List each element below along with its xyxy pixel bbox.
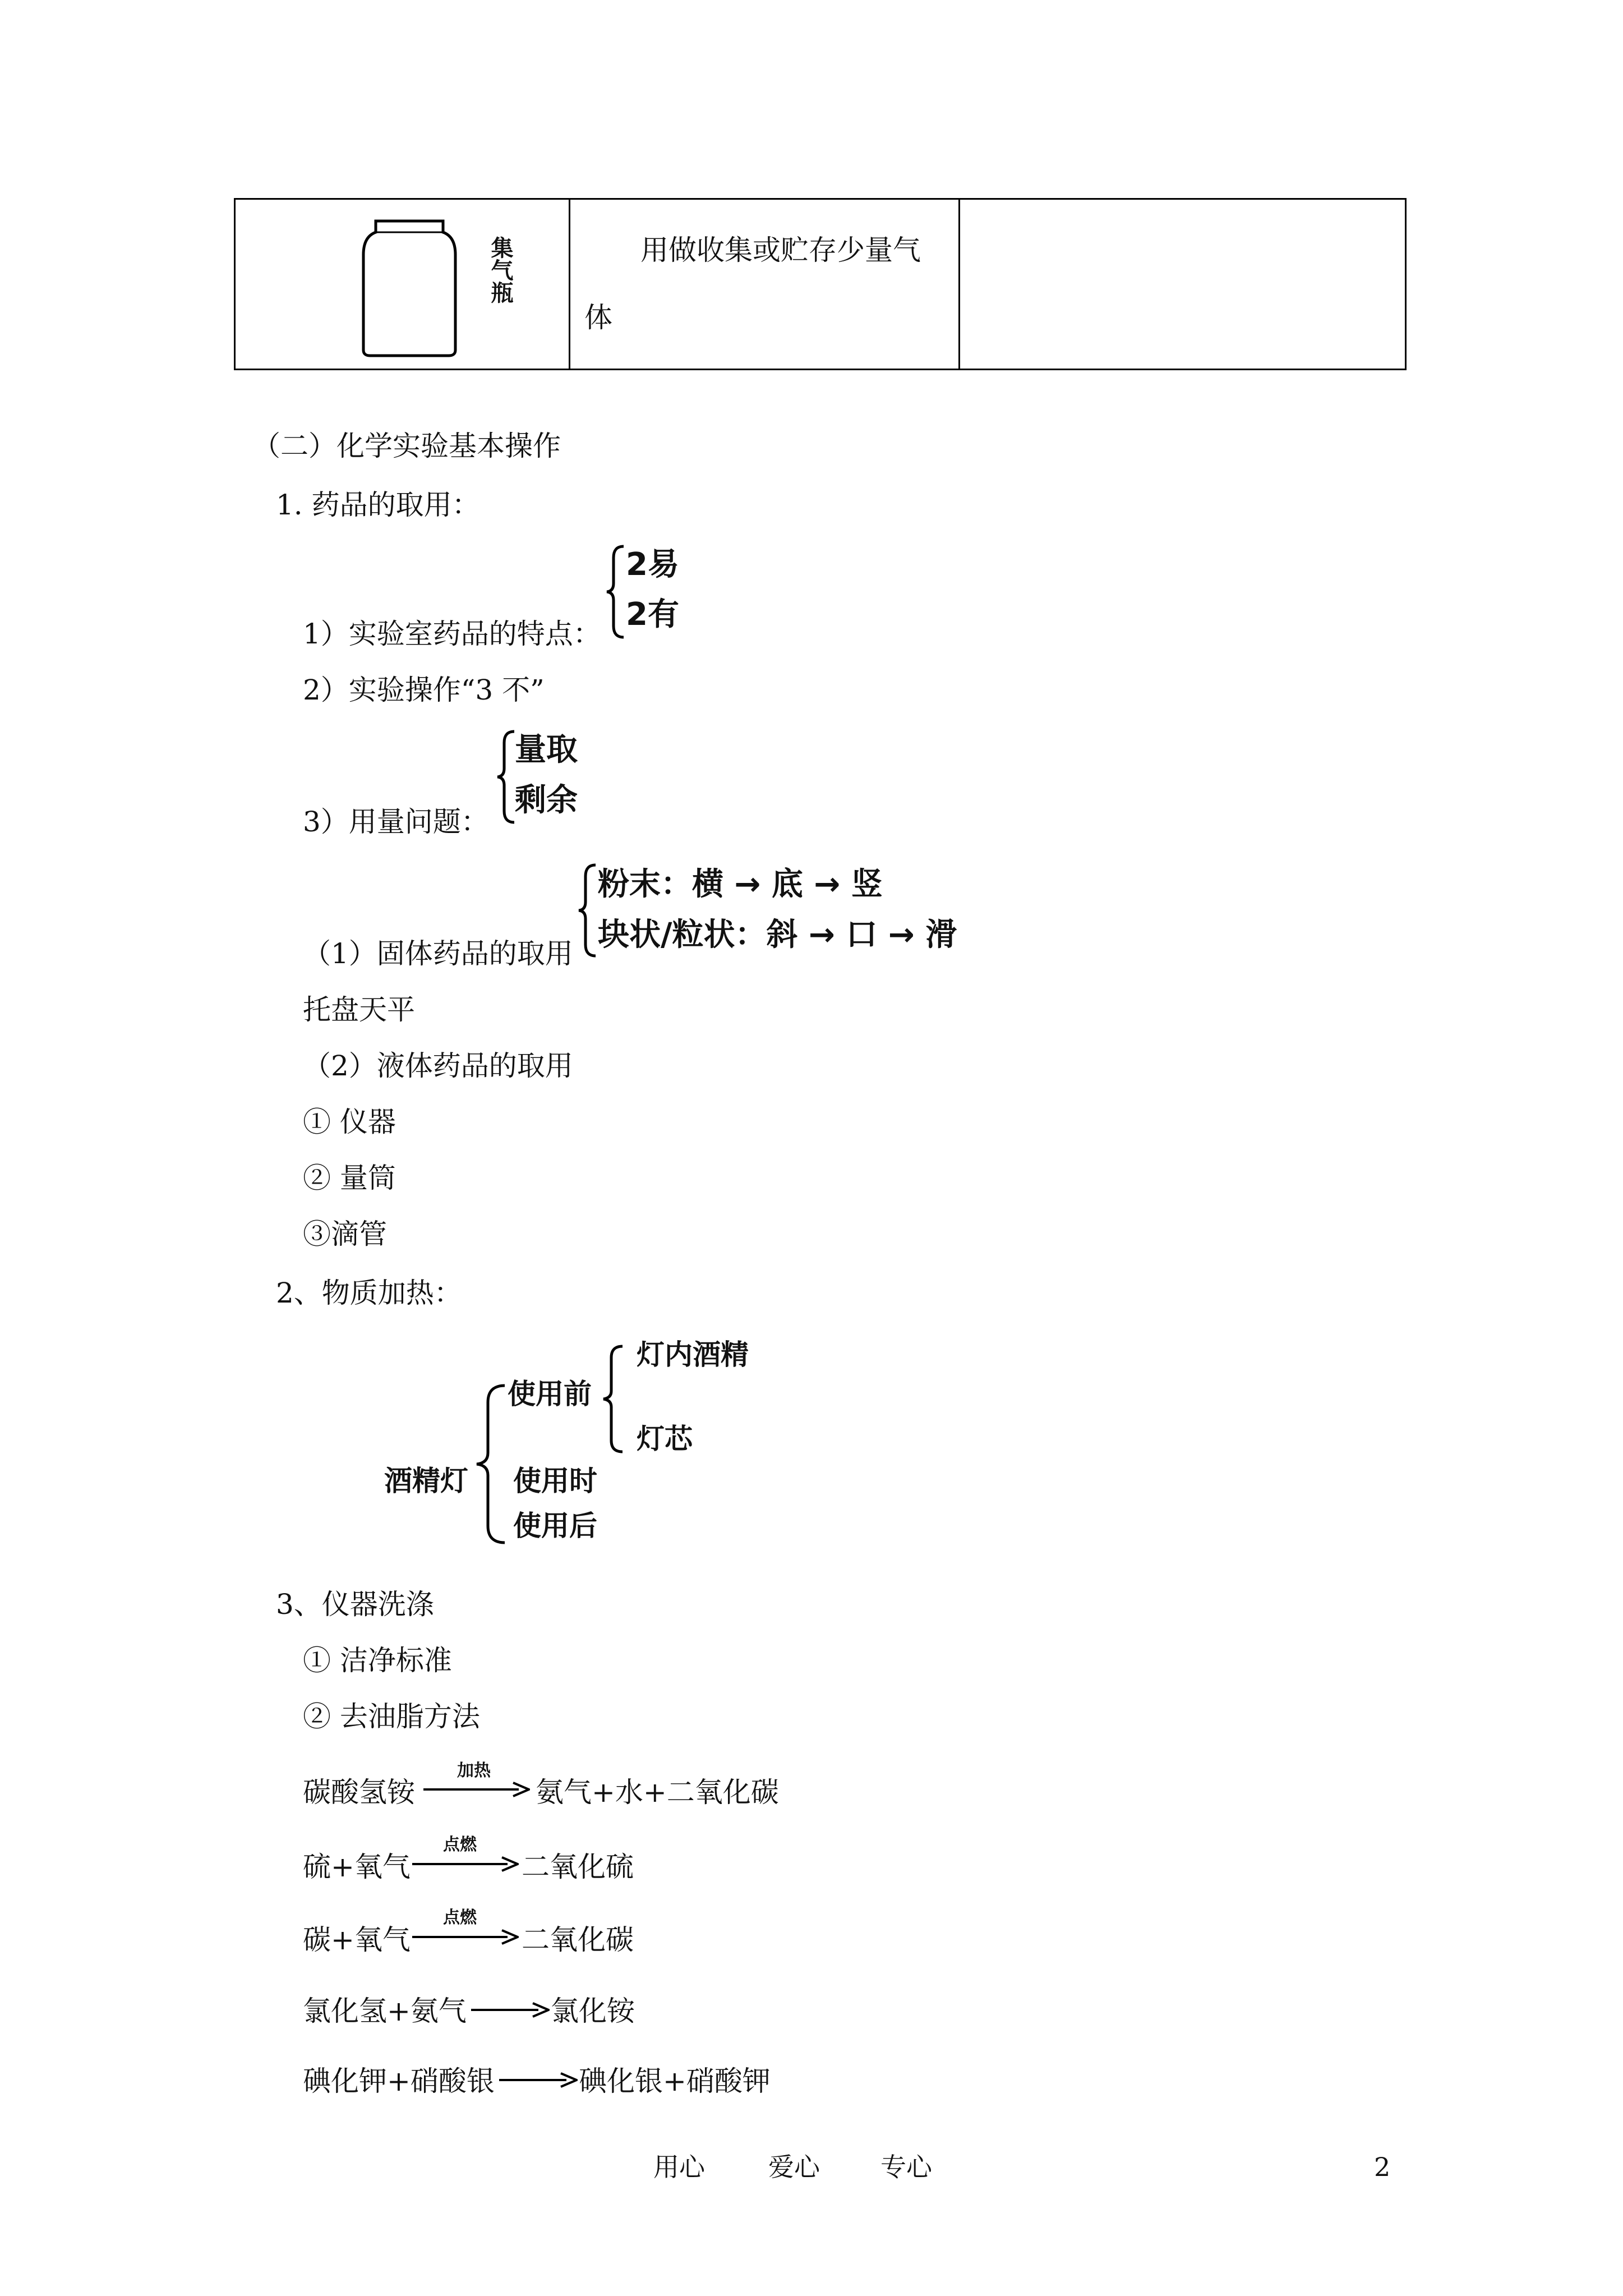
reaction-right: 二氧化碳 [522, 1924, 634, 1956]
characteristic-1: 2易 [626, 546, 679, 583]
s3-title: 3、仪器洗涤 [276, 1588, 434, 1621]
liquid-item-1: ① 仪器 [303, 1106, 396, 1138]
s1-item3: 3）用量问题： [303, 806, 489, 838]
page-number: 2 [1374, 2152, 1391, 2182]
footer-3: 专心 [880, 2152, 932, 2182]
table-divider [958, 200, 960, 369]
amount-measure: 量取 [515, 731, 578, 768]
characteristic-2: 2有 [626, 596, 679, 633]
reaction-condition: 加热 [457, 1761, 491, 1780]
s1-item2: 2）实验操作“3 不” [303, 674, 545, 706]
s1-item1: 1）实验室药品的特点： [303, 618, 601, 650]
balance: 托盘天平 [303, 993, 415, 1026]
liquid-reagent: （2）液体药品的取用 [303, 1050, 573, 1082]
reaction-right: 二氧化硫 [522, 1851, 634, 1883]
wash-item-2: ② 去油脂方法 [303, 1700, 480, 1733]
liquid-item-2: ② 量筒 [303, 1162, 396, 1194]
use-text-line-1: 用做收集或贮存少量气 [640, 234, 921, 266]
arrow-icon [412, 1856, 519, 1872]
solid-reagent: （1）固体药品的取用 [303, 937, 573, 970]
table-divider [569, 200, 570, 369]
liquid-item-3: ③滴管 [303, 1218, 387, 1250]
reaction-condition: 点燃 [443, 1908, 477, 1927]
heating-before-2: 灯芯 [637, 1423, 693, 1455]
heating-before: 使用前 [508, 1378, 592, 1410]
heating-during: 使用时 [513, 1465, 597, 1497]
bottle-label: 集气瓶 [487, 236, 513, 303]
s1-title: 1. 药品的取用： [276, 489, 480, 521]
arrow-icon: → [814, 866, 841, 903]
reaction-right: 氨气+水+二氧化碳 [536, 1776, 779, 1809]
section-title: （二）化学实验基本操作 [252, 430, 561, 462]
arrow-icon [471, 2001, 550, 2018]
reaction-left: 碳酸氢铵 [303, 1776, 415, 1809]
footer-1: 用心 [653, 2152, 705, 2182]
reaction-left: 碳+氧气 [303, 1924, 411, 1956]
arrow-icon: → [808, 917, 835, 953]
arrow-icon [423, 1781, 530, 1798]
wash-item-1: ① 洁净标准 [303, 1644, 452, 1677]
s2-title: 2、物质加热： [276, 1277, 462, 1309]
solid-block: 块状/粒状：斜 → 口 → 滑 [598, 917, 957, 953]
footer-2: 爱心 [768, 2152, 820, 2182]
arrow-icon [412, 1929, 519, 1945]
reaction-right: 氯化铵 [551, 1995, 635, 2027]
heating-before-1: 灯内酒精 [637, 1338, 749, 1371]
heating-after: 使用后 [513, 1510, 597, 1542]
reaction-right: 碘化银+硝酸钾 [579, 2065, 771, 2097]
alcohol-lamp: 酒精灯 [384, 1465, 468, 1497]
arrow-icon: → [734, 866, 761, 903]
arrow-icon: → [888, 917, 915, 953]
brace-icon [578, 863, 600, 958]
brace-icon [606, 544, 628, 639]
amount-remain: 剩余 [515, 782, 578, 818]
reaction-left: 碘化钾+硝酸银 [303, 2065, 495, 2097]
reaction-left: 氯化氢+氨气 [303, 1995, 467, 2027]
gas-bottle-icon [359, 215, 460, 361]
reaction-condition: 点燃 [443, 1835, 477, 1855]
arrow-icon [499, 2072, 578, 2088]
apparatus-table [234, 198, 1407, 370]
solid-powder: 粉末：横 → 底 → 竖 [598, 866, 883, 903]
use-text-line-2: 体 [584, 301, 612, 334]
reaction-left: 硫+氧气 [303, 1851, 411, 1883]
